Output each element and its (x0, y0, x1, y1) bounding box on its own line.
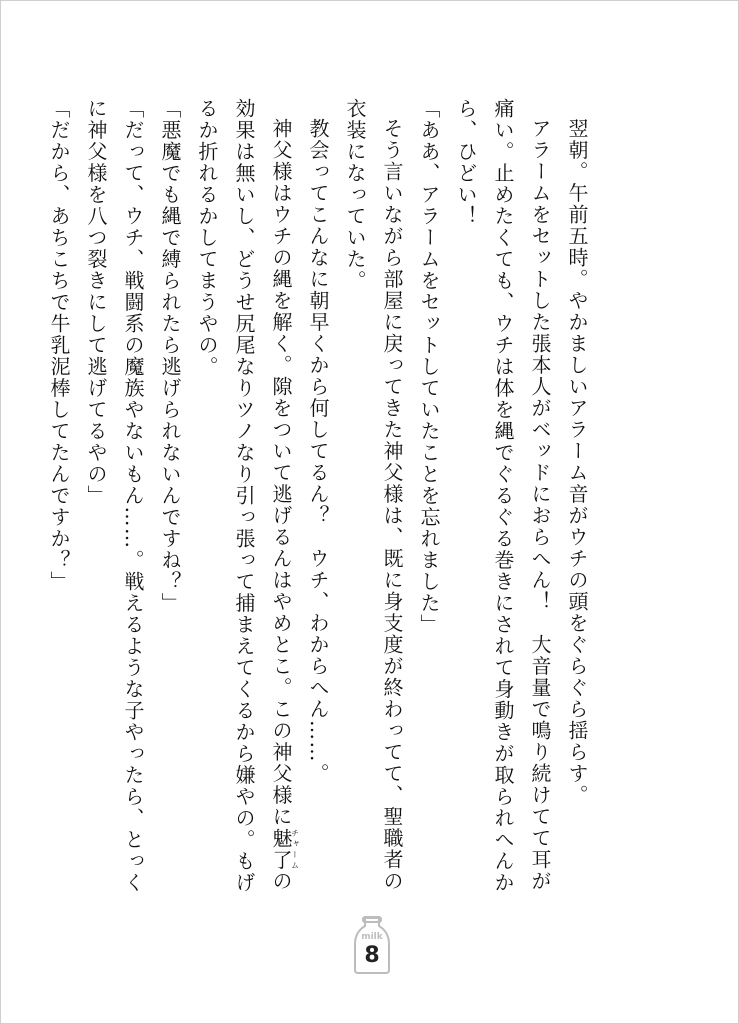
paragraph-8: 「だって、ウチ、戦闘系の魔族やないもん……。戦えるような子やったら、とっくに神父様を八つ裂きにして逃げてるやの」 (84, 98, 145, 894)
paragraph-5: 教会ってこんなに朝早くから何してるん？ ウチ、わからへん……。 (306, 118, 330, 785)
ruby-charm (269, 827, 300, 871)
paragraph-4: そう言いながら部屋に戻ってきた神父様は、既に身支度が終わってて、聖職者の衣装になっていた。 (343, 98, 404, 892)
ruby-base: 魅了 (269, 827, 293, 871)
paragraph-7: 「悪魔でも縄で縛られたら逃げられないんですね？」 (158, 98, 182, 614)
paragraph-2: アラームをセットした張本人がベッドにおらへん！ 大音量で鳴り続けてて耳が痛い。止めたくても、ウチは体を縄でぐるぐる巻きにされて身動きが取られへんから、ひどい！ (454, 98, 552, 894)
body-text (47, 98, 595, 898)
paragraph-6-before: 神父様はウチの縄を解く。隙をついて逃げるんはやめとこ。この神父様に (269, 118, 293, 828)
ruby-reading: チャーム (290, 827, 300, 871)
milk-label: milk (361, 932, 383, 942)
paragraph-6-after: の効果は無いし、どうせ尻尾なりツノなり引っ張って捕まえてくるから嫌やの。もげるか折れるかしてまうやの。 (195, 98, 293, 894)
paragraph-3: 「ああ、アラームをセットしていたことを忘れました」 (417, 98, 441, 636)
paragraph-6 (188, 98, 299, 898)
paragraph-9: 「だから、あちこちで牛乳泥棒してたんですか？」 (47, 98, 71, 593)
page-number: 8 (364, 943, 380, 968)
paragraph-1: 翌朝。午前五時。やかましいアラーム音がウチの頭をぐらぐら揺らす。 (565, 118, 589, 806)
